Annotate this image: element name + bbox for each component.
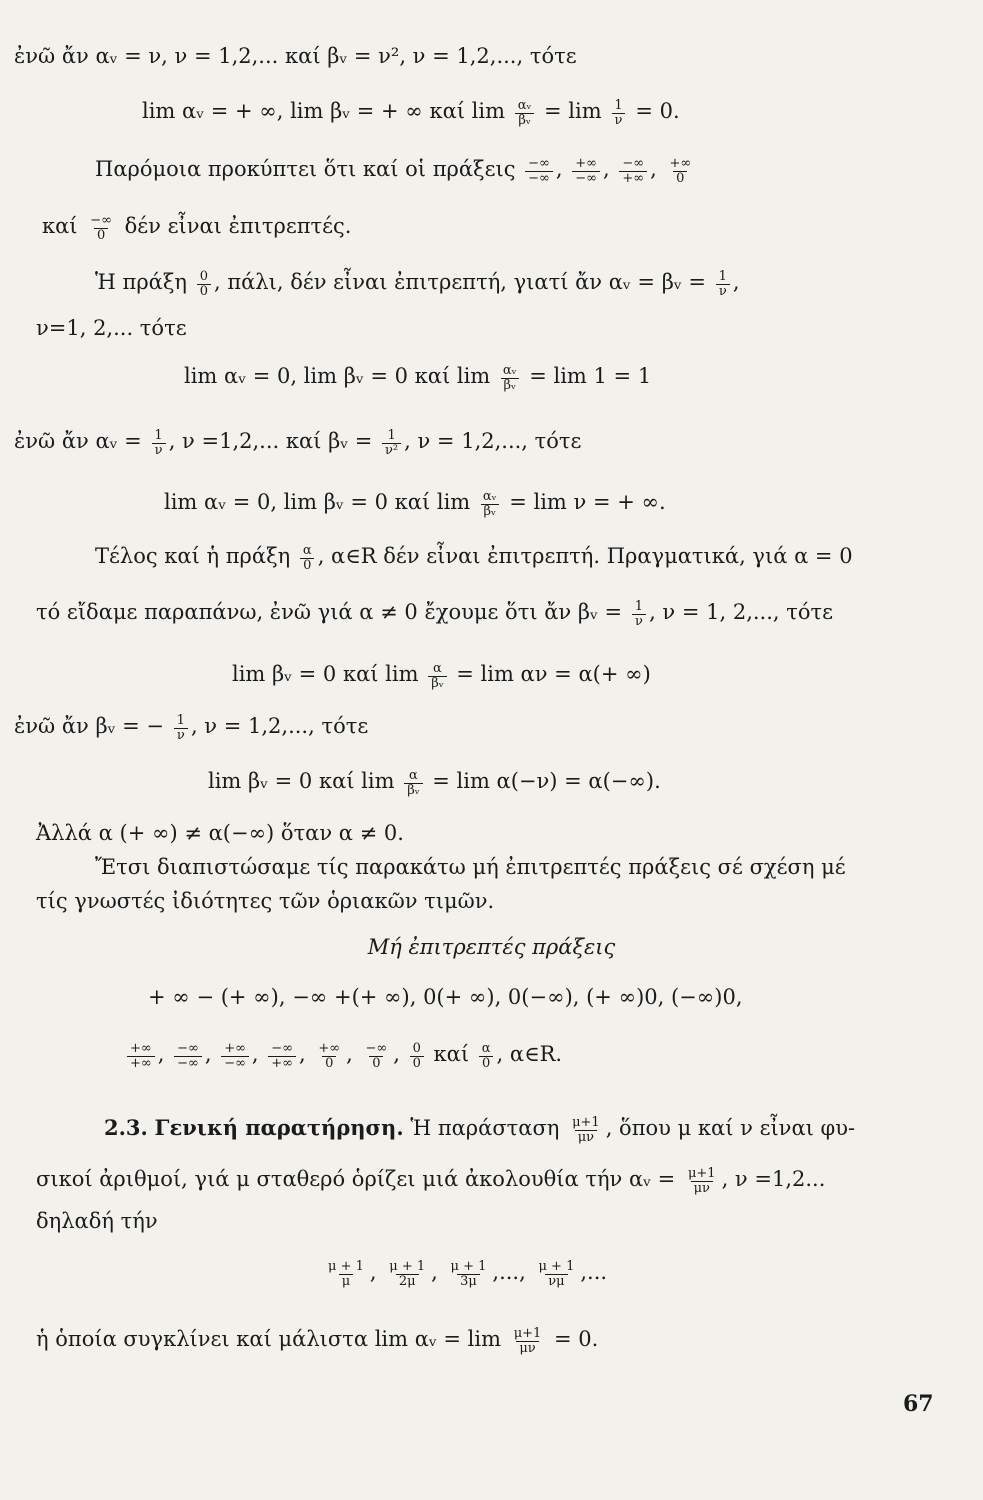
fraction: $\frac{\text{αᵥ}}{\text{βᵥ}}$ [480,490,500,518]
formula-line: lim αᵥ = 0, lim βᵥ = 0 καί lim $\frac{\text{αᵥ}}{\text{βᵥ}}$ = lim 1 = 1 [184,362,652,393]
fraction: $\frac{\mu + 1}{\nu\mu}$ [538,1258,575,1289]
fraction: $\frac{1}{\text{ν²}}$ [382,429,401,457]
fraction: $\frac{1}{\nu}$ [716,270,730,298]
fraction: $\frac{\mu+1}{\mu\nu}$ [572,1114,600,1145]
fraction: −∞ −∞ [525,157,553,185]
fraction: $\frac{\mu+1}{\mu\nu}$ [687,1165,716,1196]
page-number: 67 [903,1391,934,1417]
formula-line: +∞ +∞ , −∞ −∞ , +∞ −∞ , −∞ +∞ , +∞ 0 , −∞ 0 , $\frac{0}{0}$ καί $\frac{\alpha}{0}$ , α∈R. [124,1040,562,1070]
text-line: ἐνῶ ἄν αᵥ = ν, ν = 1,2,... καί βᵥ = ν², ν = 1,2,..., τότε [14,44,577,68]
text-line: ἐνῶ ἄν βᵥ = − $\frac{1}{\nu}$ , ν = 1,2,..., τότε [14,712,369,743]
fraction: −∞ +∞ [268,1042,296,1070]
fraction: −∞ +∞ [619,157,647,185]
fraction: $\frac{\alpha}{\text{βᵥ}}$ [404,769,422,797]
fraction: $\frac{0}{0}$ [197,270,211,298]
text-line: τό εἴδαμε παραπάνω, ἐνῶ γιά α ≠ 0 ἔχουμε ὅτι ἄν βᵥ = $\frac{1}{\nu}$ , ν = 1, 2,..., τότε [36,598,834,629]
fraction: $\frac{1}{\nu}$ [611,99,625,127]
fraction: $\frac{1}{\nu}$ [174,714,188,742]
fraction: +∞ +∞ [127,1042,155,1070]
fraction: $\frac{\mu + 1}{3\mu}$ [450,1258,487,1289]
fraction: +∞ 0 [669,155,692,186]
section-number: 2.3. [104,1115,148,1140]
fraction: $\frac{\mu + 1}{2\mu}$ [389,1258,426,1289]
fraction: $\frac{\text{αᵥ}}{\text{βᵥ}}$ [515,99,535,127]
fraction: −∞ 0 [365,1040,388,1071]
fraction: −∞ 0 [90,212,112,243]
formula-line: lim βᵥ = 0 καί lim $\frac{\alpha}{\text{βᵥ}}$ = lim αν = α(+ ∞) [232,660,651,691]
section-subheading: Μή ἐπιτρεπτές πράξεις [367,935,616,959]
text-line: Ἔτσι διαπιστώσαμε τίς παρακάτω μή ἐπιτρεπτές πράξεις σέ σχέση μέ [95,855,846,879]
fraction: $\frac{\mu+1}{\mu\nu}$ [513,1325,542,1356]
text-line: ἡ ὁποία συγκλίνει καί μάλιστα lim αᵥ = lim $\frac{\mu+1}{\mu\nu}$ = 0. [36,1325,599,1356]
text-line: ν=1, 2,... τότε [36,316,187,340]
fraction: +∞ 0 [318,1040,341,1071]
fraction: −∞ −∞ [174,1042,202,1070]
fraction: $\frac{\alpha}{\text{βᵥ}}$ [428,662,446,690]
text-line: Τέλος καί ἡ πράξη $\frac{\alpha}{0}$ , α∈R δέν εἶναι ἐπιτρεπτή. Πραγματικά, γιά α = 0 [95,542,853,573]
section-title: Γενική παρατήρηση. [154,1115,404,1140]
text-line: Παρόμοια προκύπτει ὅτι καί οἱ πράξεις −∞ −∞ , +∞ −∞ , −∞ +∞ , +∞ 0 [95,155,697,185]
fraction: $\frac{1}{\nu}$ [632,600,646,628]
fraction: $\frac{\text{αᵥ}}{\text{βᵥ}}$ [500,364,520,392]
text-line: τίς γνωστές ἰδιότητες τῶν ὁριακῶν τιμῶν. [36,889,495,913]
formula-line: lim αᵥ = + ∞, lim βᵥ = + ∞ καί lim $\frac{\text{αᵥ}}{\text{βᵥ}}$ = lim $\frac{1}{\nu}$ = 0. [142,97,680,128]
fraction: $\frac{0}{0}$ [410,1042,424,1070]
fraction: $\frac{\mu + 1}{\mu}$ [328,1258,364,1289]
fraction: $\frac{\alpha}{0}$ [479,1042,494,1070]
section-heading-line: 2.3. Γενική παρατήρηση. Ἡ παράσταση $\frac{\mu+1}{\mu\nu}$ , ὅπου μ καί ν εἶναι φυ- [104,1114,856,1145]
fraction: $\frac{1}{\nu}$ [151,429,165,457]
fraction: +∞ −∞ [221,1042,249,1070]
formula-line: lim αᵥ = 0, lim βᵥ = 0 καί lim $\frac{\text{αᵥ}}{\text{βᵥ}}$ = lim ν = + ∞. [164,488,666,519]
text-line: ἐνῶ ἄν αᵥ = $\frac{1}{\nu}$ , ν =1,2,... καί βᵥ = $\frac{1}{\text{ν²}}$ , ν = 1,2,..., τότε [14,427,582,458]
fraction: $\frac{\alpha}{0}$ [300,544,315,572]
text-line: σικοί ἀριθμοί, γιά μ σταθερό ὁρίζει μιά ἀκολουθία τήν αᵥ = $\frac{\mu+1}{\mu\nu}$ , ν =1,2... [36,1165,826,1196]
text-line: δηλαδή τήν [36,1209,158,1233]
text-line: καί −∞ 0 δέν εἶναι ἐπιτρεπτές. [42,212,352,243]
text-line: Ἡ πράξη $\frac{0}{0}$ , πάλι, δέν εἶναι ἐπιτρεπτή, γιατί ἄν αᵥ = βᵥ = $\frac{1}{\nu}$ , [95,268,740,299]
formula-line: $\frac{\mu + 1}{\mu}$ , $\frac{\mu + 1}{2\mu}$ , $\frac{\mu + 1}{3\mu}$ ,..., $\frac{\mu + 1}{\nu\mu}$ ,... [322,1258,607,1288]
formula-line: + ∞ − (+ ∞), −∞ +(+ ∞), 0(+ ∞), 0(−∞), (+ ∞)0, (−∞)0, [148,985,743,1009]
fraction: +∞ −∞ [572,157,600,185]
text-line: Ἀλλά α (+ ∞) ≠ α(−∞) ὅταν α ≠ 0. [36,821,404,845]
formula-line: lim βᵥ = 0 καί lim $\frac{\alpha}{\text{βᵥ}}$ = lim α(−ν) = α(−∞). [208,767,661,798]
